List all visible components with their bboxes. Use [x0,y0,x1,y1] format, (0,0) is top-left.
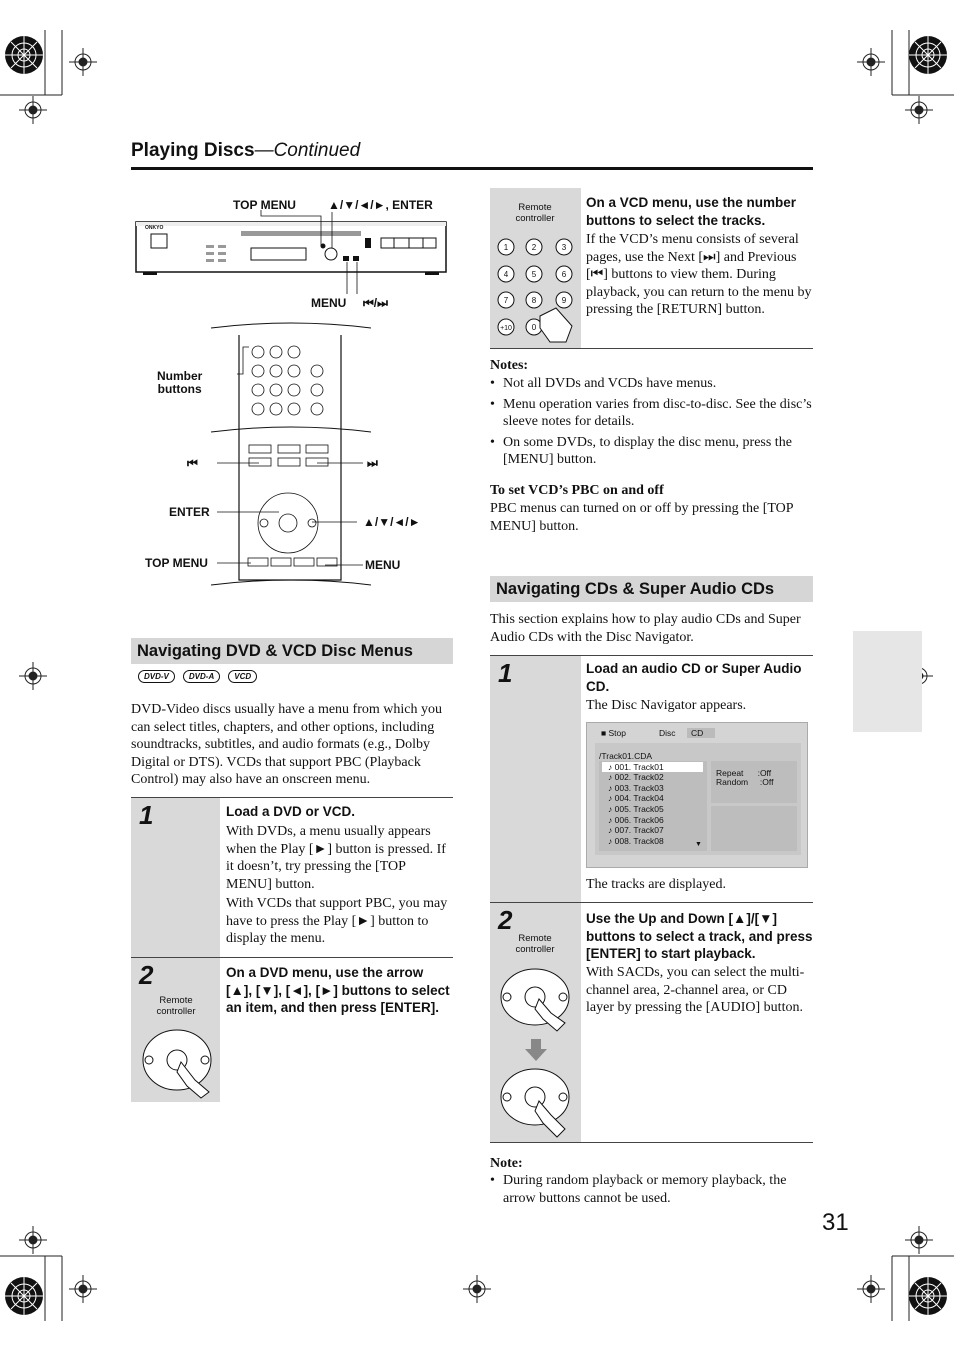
cd-remote-label: Remote controller [515,933,555,955]
navigator-disc-label: Disc [659,728,676,738]
navigator-panel [595,743,801,855]
keypad-2: 2 [531,243,537,252]
repeat-setting: Repeat :Off [716,768,772,778]
navigator-status-bar [595,728,801,738]
cd-step1-heading: Load an audio CD or Super Audio CD. [586,661,802,694]
label-arrows-enter: ▲/▼/◄/►, ENTER [328,198,433,212]
keypad-3: 3 [561,243,567,252]
vcd-remote-column [490,188,581,348]
header-continued: —Continued [254,140,361,161]
track-label: 004. Track04 [614,793,664,804]
step2-number: 2 [139,960,154,990]
disc-navigator-screen [586,722,808,868]
cd-step1-para1: The Disc Navigator appears. [586,698,747,713]
cd-step2-bottom-rule [490,1142,813,1143]
keypad-0: 0 [531,323,537,332]
info-panel [711,806,797,851]
keypad-plus10: +10 [500,325,512,332]
arrow-pad-hand-icon [137,1022,217,1100]
step2-heading: On a DVD menu, use the arrow [▲], [▼], [◄], [►] buttons to select an item, and then press [ENTER]. [226,965,450,1015]
cd-step2-heading: Use the Up and Down [▲]/[▼] buttons to select a track, and press [ENTER] to start playback. [586,911,813,961]
track-label: 003. Track03 [614,782,664,793]
vcd-body: If the VCD’s menu consists of several pages, use the Next [⏭] and Previous [⏮] buttons to view them. During playback, you can return to the menu by pressing the [RETURN] button. [586,232,812,318]
label-menu-remote: MENU [365,558,401,572]
notes-title: Notes: [490,358,529,373]
step1-number-column [131,798,220,957]
keypad-5: 5 [531,270,537,279]
label-menu-player: MENU [311,296,347,310]
playback-mode-panel [711,761,797,803]
track-item[interactable]: ♪ 003. Track03 [608,782,664,793]
pbc-title: To set VCD’s PBC on and off [490,483,664,498]
step1-para2: With VCDs that support PBC, you may have to press the Play [►] button to display the menu. [226,896,448,947]
step1-para1: With DVDs, a menu usually appears when the Play [►] button is pressed. If it doesn’t, try pressing the [TOP MENU] button. [226,824,446,892]
format-badges [138,670,257,683]
scroll-down-icon[interactable]: ▼ [695,841,702,848]
random-setting: Random :Off [716,777,774,787]
pbc-body: PBC menus can turned on or off by pressing the [TOP MENU] button. [490,501,794,534]
cds-intro: This section explains how to play audio CDs and Super Audio CDs with the Disc Navigator. [490,612,801,645]
vcd-remote-label: Remote controller [515,202,555,224]
step1-number: 1 [139,800,154,830]
navigator-status: ■ Stop [601,728,626,738]
label-top-menu-player: TOP MENU [233,198,296,212]
cd-step2-body: With SACDs, you can select the multi-channel area, 2-channel area, or CD layer by pressing the [AUDIO] button. [586,965,805,1016]
track-item[interactable]: ♪ 007. Track07 [608,825,664,836]
track-label: 001. Track01 [614,762,664,772]
device-diagram [131,190,461,610]
cd-step2-number: 2 [498,905,513,935]
keypad-8: 8 [531,296,537,305]
cd-step1-number: 1 [498,658,513,688]
track-item[interactable]: ♪ 008. Track08 [608,836,664,847]
page-header [131,140,360,162]
device-illustration [131,190,461,610]
chapter-side-tab [853,631,922,732]
track-item[interactable]: ♪ 006. Track06 [608,814,664,825]
track-label: 006. Track06 [614,814,664,825]
player-brand-logo: ONKYO [145,225,164,231]
note-title: Note: [490,1156,523,1171]
label-arrows-remote: ▲/▼/◄/► [363,515,421,529]
number-keypad-icon [494,236,578,346]
label-enter: ENTER [169,505,210,519]
step2-number-column [131,958,220,1102]
label-skip-player: ⏮/⏭ [363,296,388,310]
keypad-1: 1 [503,243,509,252]
header-rule [131,167,813,170]
section-title-dvd-vcd: Navigating DVD & VCD Disc Menus [131,638,453,664]
note-item: • Menu operation varies from disc-to-disc. See the disc’s sleeve notes for details. [490,396,813,431]
label-top-menu-remote: TOP MENU [145,556,208,570]
keypad-6: 6 [561,270,567,279]
notes-list [490,375,813,472]
track-label: 002. Track02 [614,772,664,782]
track-label: 005. Track05 [614,804,664,815]
page-number: 31 [822,1209,849,1236]
header-title: Playing Discs [131,140,255,161]
cd-step2-number-column [490,903,581,1142]
dvd-intro: DVD-Video discs usually have a menu from which you can select titles, chapters, and other options, including soundtracks, subtitles, and audio formats (e.g., Dolby Digital or DTS). VCDs that support PBC (Playback Control) may also have an onscreen menu. [131,702,442,788]
note-list [490,1172,813,1210]
step1-heading: Load a DVD or VCD. [226,804,356,819]
remote-controller-label: Remote controller [156,995,196,1017]
track-label: 007. Track07 [614,825,664,836]
track-item[interactable]: ♪ 005. Track05 [608,804,664,815]
keypad-9: 9 [561,296,567,305]
vcd-bottom-rule [490,348,813,349]
navigator-disc-value: CD [687,728,715,738]
note-item: • During random playback or memory playback, the arrow buttons cannot be used. [490,1172,813,1207]
vcd-heading: On a VCD menu, use the number buttons to select the tracks. [586,195,797,228]
badge-vcd: VCD [228,670,257,683]
note-item: • On some DVDs, to display the disc menu, press the [MENU] button. [490,434,813,469]
badge-dvd-a: DVD-A [183,670,220,683]
keypad-4: 4 [503,270,509,279]
section-title-cds: Navigating CDs & Super Audio CDs [490,576,813,602]
keypad-7: 7 [503,296,509,305]
label-prev: ⏮ [187,456,198,470]
track-item[interactable]: ♪ 004. Track04 [608,793,664,804]
track-item-selected[interactable]: ♪ 001. Track01 [602,762,703,772]
cd-step1-para2: The tracks are displayed. [586,877,726,892]
arrow-pad-up-down-icon [495,961,577,1141]
label-number-buttons: Number buttons [157,369,203,396]
note-item: • Not all DVDs and VCDs have menus. [490,375,813,393]
track-list[interactable] [599,761,707,851]
track-item[interactable]: ♪ 002. Track02 [608,772,664,782]
track-label: 008. Track08 [614,836,664,847]
label-next: ⏭ [367,456,378,470]
cd-step1-number-column [490,656,581,902]
badge-dvd-v: DVD-V [138,670,175,683]
navigator-path: /Track01.CDA [599,751,653,761]
